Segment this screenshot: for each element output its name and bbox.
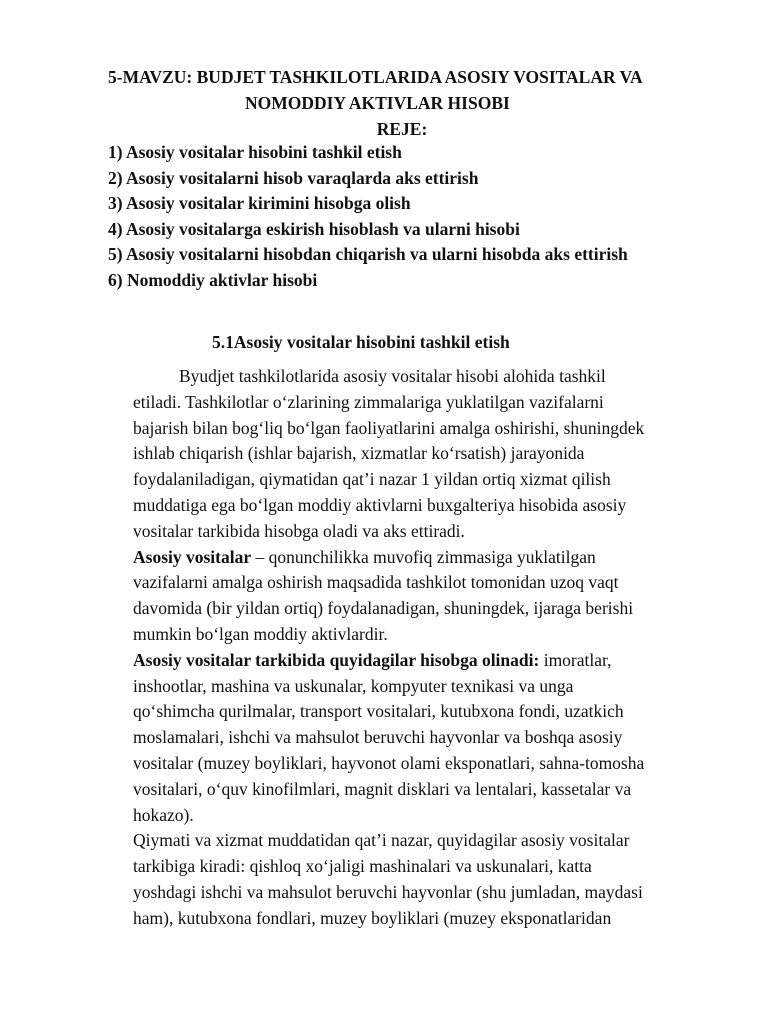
plan-item: 6) Nomoddiy aktivlar hisobi — [108, 269, 318, 290]
plan-item: 5) Asosiy vositalarni hisobdan chiqarish va ularni hisobda aks ettirish — [108, 244, 628, 264]
title-line-2: NOMODDIY AKTIVLAR HISOBI — [245, 93, 510, 113]
plan-item: 3) Asosiy vositalar kirimini hisobga olish — [108, 193, 411, 213]
plan-item: 4) Asosiy vositalarga eskirish hisoblash va ularni hisobi — [108, 218, 520, 239]
paragraph-line: vositalar (muzey boyliklari, hayvonot olami eksponatlari, sahna-tomosha — [133, 752, 645, 773]
paragraph-line: Qiymati va xizmat muddatidan qat’i nazar, quyidagilar asosiy vositalar — [133, 830, 630, 851]
plan-item: 2) Asosiy vositalarni hisob varaqlarda aks ettirish — [108, 167, 479, 188]
plan-item: 1) Asosiy vositalar hisobini tashkil etish — [108, 142, 402, 162]
paragraph-line: ham), kutubxona fondlari, muzey boyliklari (muzey eksponatlaridan — [133, 907, 612, 928]
composition-line — [133, 648, 739, 674]
section-heading: 5.1Asosiy vositalar hisobini tashkil etish — [212, 332, 510, 352]
composition-term: Asosiy vositalar tarkibida quyidagilar hisobga olinadi: — [133, 649, 540, 670]
composition-text: imoratlar, — [539, 649, 612, 670]
paragraph-line: vazifalarni amalga oshirish maqsadida tashkilot tomonidan uzoq vaqt — [133, 572, 619, 593]
paragraph-line: etiladi. Tashkilotlar o‘zlarining zimmalariga yuklatilgan vazifalarni — [133, 391, 604, 412]
paragraph-line: yoshdagi ishchi va mahsulot beruvchi hayvonlar (shu jumladan, maydasi — [133, 881, 643, 902]
paragraph-line: tarkibiga kiradi: qishloq xo‘jaligi mashinalari va uskunalari, katta — [133, 856, 592, 877]
paragraph-line: hokazo). — [133, 804, 194, 825]
paragraph-line: vositalari, o‘quv kinofilmlari, magnit disklari va lentalari, kassetalar va — [133, 778, 632, 799]
paragraph-line: muddatiga ega bo‘lgan moddiy aktivlarni buxgalteriya hisobida asosiy — [133, 494, 627, 515]
title-line-1: 5-MAVZU: BUDJET TASHKILOTLARIDA ASOSIY VOSITALAR VA — [108, 67, 643, 87]
paragraph-line: mumkin bo‘lgan moddiy aktivlardir. — [133, 623, 388, 644]
plan-heading: REJE: — [376, 119, 428, 139]
paragraph-line: foydalaniladigan, qiymatidan qat’i nazar 1 yildan ortiq xizmat qilish — [133, 469, 611, 490]
paragraph-line: inshootlar, mashina va uskunalar, kompyuter texnikasi va unga — [133, 675, 574, 696]
document-title — [108, 64, 748, 142]
paragraph-line: moslamalari, ishchi va mahsulot beruvchi hayvonlar va boshqa asosiy — [133, 727, 623, 748]
body-text — [133, 364, 739, 932]
paragraph-line: qo‘shimcha qurilmalar, transport vositalari, kutubxona fondi, uzatkich — [133, 701, 624, 722]
paragraph-line: davomida (bir yildan ortiq) foydalanadigan, shuningdek, ijaraga berishi — [133, 598, 634, 619]
definition-line — [133, 545, 739, 571]
paragraph-line: bajarish bilan bog‘liq bo‘lgan faoliyatlarini amalga oshirishi, shuningdek — [133, 417, 645, 438]
paragraph-line: vositalar tarkibida hisobga oladi va aks ettiradi. — [133, 520, 465, 541]
definition-text: – qonunchilikka muvofiq zimmasiga yuklatilgan — [251, 546, 596, 567]
definition-term: Asosiy vositalar — [133, 546, 252, 567]
paragraph-line: Byudjet tashkilotlarida asosiy vositalar hisobi alohida tashkil — [179, 366, 606, 386]
paragraph-line: ishlab chiqarish (ishlar bajarish, xizmatlar ko‘rsatish) jarayonida — [133, 443, 585, 464]
plan-list — [108, 140, 748, 293]
